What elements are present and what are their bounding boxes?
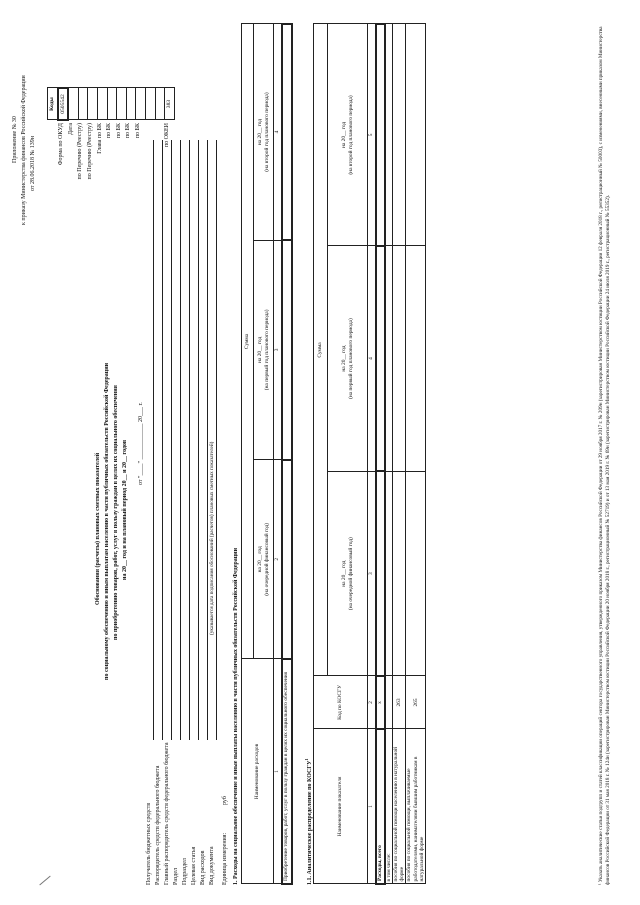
s11-row-total-v1	[376, 471, 385, 676]
field-underline	[180, 140, 181, 740]
code-label: по БК	[115, 123, 122, 139]
s1-num-2: 2	[274, 460, 282, 659]
code-label: по БК	[125, 123, 132, 139]
code-value	[107, 88, 117, 120]
code-value	[68, 88, 78, 120]
s11-num-1: 1	[368, 729, 376, 884]
title-line-1: Обоснования (расчеты) плановых сметных показателей	[95, 452, 101, 605]
s1-row-label: Приобретение товаров, работ, услуг в пользу граждан в целях их социального обеспечения	[282, 659, 292, 884]
s1-year-1: на 20__ год (на очередной финансовый год)	[254, 460, 274, 659]
s11-row-265: пособия по социальной помощи, выплачиваемые работодателями, нанимателями бывшим работникам в натуральной форме	[406, 729, 426, 884]
field-underline	[153, 140, 154, 740]
unit-value: руб	[222, 796, 228, 805]
date-line: от "____" ____________ 20___ г.	[138, 402, 144, 485]
s11-row-263-v2	[393, 246, 406, 471]
s11-year-3: на 20__ год (на второй год планового периода)	[328, 24, 368, 246]
s11-row-incl-v2	[385, 246, 393, 471]
field-underline	[207, 140, 208, 740]
code-label: по БК	[106, 123, 113, 139]
field-label: Главный распорядитель средств федерального бюджета	[164, 742, 170, 885]
code-value	[97, 88, 107, 120]
s11-row-total-v3	[376, 24, 385, 246]
code-label: по БК	[134, 123, 141, 139]
codes-table	[47, 87, 175, 121]
code-value	[126, 88, 136, 120]
s11-row-total-code: x	[376, 676, 385, 729]
s1-year-3: на 20__ год (на второй год планового периода)	[254, 24, 274, 240]
s11-row-incl-code	[385, 676, 393, 729]
section-11-table	[313, 23, 426, 885]
s11-year-1: на 20__ год (на очередной финансовый год)	[328, 471, 368, 676]
approval-note: (указывается дата подписания обоснований (расчетов) плановых сметных показателей)	[209, 441, 215, 635]
code-value: 383	[165, 88, 175, 120]
code-value	[78, 88, 88, 120]
s11-row-incl-v1	[385, 471, 393, 676]
code-value	[155, 88, 165, 120]
s11-num-5: 5	[368, 24, 376, 246]
s1-num-4: 4	[274, 24, 282, 240]
s11-row-265-v2	[406, 246, 426, 471]
s11-col-code: Код по КОСГУ	[314, 676, 368, 729]
unit-label: Единица измерения:	[222, 832, 228, 885]
field-label: Вид документа	[209, 846, 215, 885]
s11-row-263-v1	[393, 471, 406, 676]
code-label: Глава по БК	[96, 123, 103, 154]
field-underline	[162, 140, 163, 740]
field-underline	[216, 140, 217, 740]
s11-row-incl: в том числе:	[385, 729, 393, 884]
s1-num-3: 3	[274, 240, 282, 460]
s1-year-2: на 20__ год (на первый год планового периода)	[254, 240, 274, 460]
s11-col-name: Наименование показателя	[314, 729, 368, 884]
title-line-3: по приобретению товаров, работ, услуг в пользу граждан в целях их социального обеспечения	[113, 385, 119, 640]
section-1-title: 1. Расходы на социальное обеспечение и иные выплаты населению в части публичных обязательств Российской Федерации	[233, 547, 239, 885]
s1-row-v1	[282, 460, 292, 659]
field-label: Получатель бюджетных средств	[146, 802, 152, 885]
code-value	[136, 88, 146, 120]
s1-row-v2	[282, 240, 292, 460]
field-label: Раздел	[173, 868, 179, 885]
code-label: по Перечню (Реестру)	[86, 123, 93, 180]
footnote: ¹ Указать аналитические статьи подгрупп и статей классификации операций сектора государственного управления, утвержденного приказом Министерства финансов Российской Федерации от 29 ноября 2017 г. № 209н (зарегистрирован Министерством юстиции Российской Федерации 12 февраля 2018 г., регистрационный № 50003), с изменениями, внесенными приказом Министерства финансов Российской Федерации от 31 мая 2018 г. № 124н (зарегистрирован Министерством юстиции Российской Федерации 20 ноября 2018 г., регистрационный № 52719) и от 13 мая 2019 г. № 69н (зарегистрирован Министерством юстиции Российской Федерации 24 июля 2019 г., регистрационный № 55352).	[598, 26, 611, 885]
appendix-line-1: Приложение № 30	[12, 116, 18, 163]
title-line-2: по социальному обеспечению и иным выплатам населению в части публичных обязательств Российской Федерации	[104, 362, 110, 680]
appendix-line-2: к приказу Министерства финансов Российской Федерации	[21, 75, 27, 225]
field-underline	[189, 140, 190, 740]
title-line-4: на 20__ год и на плановый период 20__ и 20__ годов	[122, 439, 128, 580]
field-underline	[198, 140, 199, 740]
code-value: 0505542	[58, 88, 69, 120]
section-1-table	[241, 23, 293, 885]
s11-row-265-v3	[406, 24, 426, 246]
s1-row-v3	[282, 24, 292, 240]
s11-row-263-v3	[393, 24, 406, 246]
code-label: Форма по ОКУД	[58, 123, 65, 166]
s11-col-sum: Сумма	[314, 24, 328, 676]
field-underline	[171, 140, 172, 740]
code-value	[88, 88, 98, 120]
code-label: Дата	[67, 123, 74, 135]
code-label: по ОКЕИ	[163, 123, 170, 148]
s11-row-total-v2	[376, 246, 385, 471]
codes-header: Коды	[48, 88, 58, 120]
s11-row-263-code: 263	[393, 676, 406, 729]
field-label: Распорядитель средств федерального бюджета	[155, 765, 161, 885]
s11-num-2: 2	[368, 676, 376, 729]
field-label: Подраздел	[182, 858, 188, 885]
s11-num-3: 3	[368, 471, 376, 676]
s11-row-263: пособия по социальной помощи населению в натуральной форме	[393, 729, 406, 884]
s11-row-265-code: 265	[406, 676, 426, 729]
field-label: Целевая статья	[191, 846, 197, 885]
s11-row-incl-v3	[385, 24, 393, 246]
s11-row-total: Расходы, всего	[376, 729, 385, 884]
s1-col-name: Наименование расходов	[242, 659, 274, 884]
s1-col-sum: Сумма	[242, 24, 254, 659]
appendix-line-3: от 28.06.2018 № 139н	[30, 136, 36, 191]
s1-num-1: 1	[274, 659, 282, 884]
code-value	[117, 88, 127, 120]
s11-num-4: 4	[368, 246, 376, 471]
s11-row-265-v1	[406, 471, 426, 676]
section-11-title: 1.1. Аналитическое распределение по КОСГУ$^1$	[304, 758, 313, 885]
s11-year-2: на 20__ год (на первый год планового периода)	[328, 246, 368, 471]
code-value	[145, 88, 155, 120]
code-label: по Перечню (Реестру)	[77, 123, 84, 180]
field-label: Вид расходов	[200, 850, 206, 885]
